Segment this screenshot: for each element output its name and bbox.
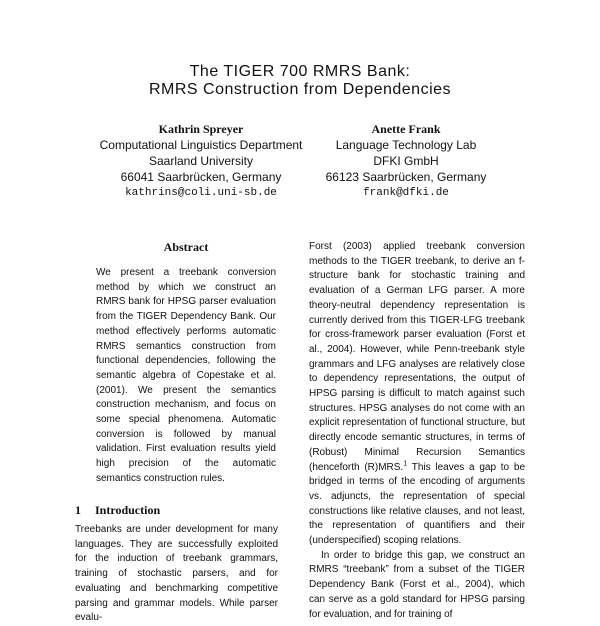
author-name: Anette Frank: [371, 122, 441, 136]
footnote-marker: 1: [403, 460, 408, 468]
paragraph-text: Forst (2003) applied treebank conversion methods to the TIGER treebank, to derive an f-structure bank for stochastic training and evaluation of a German LFG parser. A more theory-neutral dependency representation is currently derived from this TIGER-LFG treebank for cross-framework parser evaluation (Forst et al., 2004). However, while Penn-treebank style grammars and LFG analyses are relatively close to dependency representations, the output of HPSG parsing is difficult to match against such structures. HPSG analyses do not come with an explicit representation of functional structure, but directly encode semantic structures, in terms of (Robust) Minimal Recursion Semantics (henceforth (R)MRS.: [309, 241, 525, 473]
abstract-text: We present a treebank conversion method by which we construct an RMRS bank for HPSG parser evaluation from the TIGER Dependency Bank. Our method effectively performs automatic RMRS semantics construction from functional dependencies, following the semantic algebra of Copestake et al. (2001). We present the semantics construction mechanism, and focus on some special phenomena. Automatic conversion is followed by manual validation. First evaluation results yield high precision of the automatic semantics construction rules.: [96, 267, 276, 484]
title-line-2: RMRS Construction from Dependencies: [148, 81, 452, 98]
author-block-1: [98, 121, 304, 201]
author-email: frank@dfki.de: [363, 187, 449, 199]
section-heading: [75, 503, 275, 518]
paper-title: [0, 63, 600, 99]
abstract-heading: Abstract: [163, 240, 209, 254]
right-paragraph-2: In order to bridge this gap, we construct an RMRS “treebank” from a subset of the TIGER Dependency Bank (Forst et al., 2004), which can serve as a gold standard for HPSG parsing for evaluation, and for training of: [309, 549, 525, 620]
author-block-2: [318, 121, 494, 201]
author-institution: DFKI GmbH: [373, 154, 439, 168]
author-email: kathrins@coli.uni-sb.de: [125, 187, 277, 199]
right-paragraph-1: [309, 240, 525, 549]
author-affiliation: Language Technology Lab: [335, 138, 477, 152]
author-address: 66041 Saarbrücken, Germany: [120, 170, 282, 184]
title-line-1: The TIGER 700 RMRS Bank:: [189, 63, 411, 80]
section-number: 1: [75, 503, 81, 517]
introduction-text: Treebanks are under development for many languages. They are successfully exploited for the induction of treebank grammars, training of stochastic parsers, and for evaluating and benchmarking competitive parsing and grammar models. While parser evalu-: [75, 524, 278, 624]
author-institution: Saarland University: [148, 154, 254, 168]
section-title: Introduction: [95, 503, 161, 517]
right-column: [309, 240, 526, 620]
author-affiliation: Computational Linguistics Department: [99, 138, 303, 152]
author-address: 66123 Saarbrücken, Germany: [325, 170, 487, 184]
paragraph-text-continued: This leaves a gap to be bridged in terms of the encoding of arguments vs. adjuncts, the representation of special constructions like relative clauses, and not least, the representation of quantifiers and their (underspecified) scoping relations.: [309, 461, 526, 547]
author-name: Kathrin Spreyer: [158, 122, 244, 136]
